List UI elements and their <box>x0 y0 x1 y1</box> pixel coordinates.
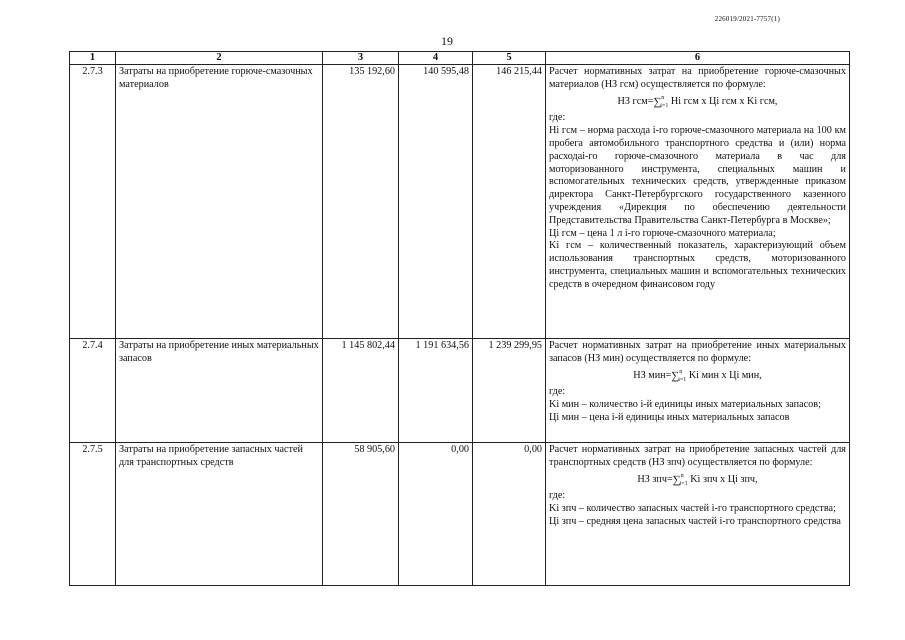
definition: Цi гсм – цена 1 л i-го горюче-смазочного материала; <box>549 227 776 239</box>
table-row <box>70 339 850 443</box>
table-header-row <box>70 52 850 65</box>
table-row <box>70 443 850 586</box>
row-name: Затраты на приобретение горюче-смазочных материалов <box>116 65 323 339</box>
column-header: 1 <box>70 52 116 65</box>
row-description <box>546 65 850 339</box>
description-intro: Расчет нормативных затрат на приобретение запасных частей для транспортных средств (НЗ зпч) осуществляется по формуле: <box>549 444 846 468</box>
value-year-2: 1 191 634,56 <box>399 339 473 443</box>
formula: НЗ зпч=∑$^n_{i=1}$ Ki зпч x Цi зпч, <box>637 472 758 487</box>
row-name: Затраты на приобретение иных материальных запасов <box>116 339 323 443</box>
value-year-3: 0,00 <box>473 443 546 586</box>
column-header: 6 <box>546 52 850 65</box>
definition: Ki зпч – количество запасных частей i-го транспортного средства; <box>549 503 836 515</box>
value-year-2: 0,00 <box>399 443 473 586</box>
value-year-3: 1 239 299,95 <box>473 339 546 443</box>
column-header: 5 <box>473 52 546 65</box>
value-year-3: 146 215,44 <box>473 65 546 339</box>
description-where: где: <box>549 112 566 124</box>
document-id: 226019/2021-7757(1) <box>714 15 780 23</box>
column-header: 2 <box>116 52 323 65</box>
definition: Ki мин – количество i-й единицы иных материальных запасов; <box>549 399 821 411</box>
value-year-1: 135 192,60 <box>323 65 399 339</box>
row-number: 2.7.5 <box>70 443 116 586</box>
definition: Hi гсм – норма расхода i-го горюче-смазочного материала на 100 км пробега автомобильного транспортного средства и (или) норма расходаi-го горюче-смазочного материала в час для моторизованного инструмента, специальных машин и вспомогательных технических средств, утвержденные приказом директора Санкт-Петербургского государственного казенного учреждения «Дирекция по обеспечению деятельности Представительства Правительства Санкт-Петербурга в Москве»; <box>549 125 846 226</box>
row-number: 2.7.3 <box>70 65 116 339</box>
column-header: 4 <box>399 52 473 65</box>
formula: НЗ мин=∑$^n_{i=1}$ Ki мин x Цi мин, <box>633 368 762 383</box>
row-description <box>546 339 850 443</box>
description-where: где: <box>549 490 566 502</box>
row-name: Затраты на приобретение запасных частей для транспортных средств <box>116 443 323 586</box>
row-number: 2.7.4 <box>70 339 116 443</box>
value-year-2: 140 595,48 <box>399 65 473 339</box>
value-year-1: 1 145 802,44 <box>323 339 399 443</box>
row-description <box>546 443 850 586</box>
page-number: 19 <box>441 34 453 48</box>
table-row <box>70 65 850 339</box>
costs-table <box>69 51 850 586</box>
description-where: где: <box>549 386 566 398</box>
definition: Цi мин – цена i-й единицы иных материальных запасов <box>549 411 790 423</box>
column-header: 3 <box>323 52 399 65</box>
value-year-1: 58 905,60 <box>323 443 399 586</box>
formula: НЗ гсм=∑$^n_{i=1}$ Hi гсм x Цi гсм x Ki гсм, <box>617 94 778 109</box>
description-intro: Расчет нормативных затрат на приобретение горюче-смазочных материалов (НЗ гсм) осуществляется по формуле: <box>549 66 846 90</box>
description-intro: Расчет нормативных затрат на приобретение иных материальных запасов (НЗ мин) осуществляется по формуле: <box>549 340 846 364</box>
definition: Ki гсм – количественный показатель, характеризующий объем использования транспортных средств, моторизованного инструмента, специальных машин и вспомогательных технических средств в очередном финансовом году <box>549 240 846 290</box>
definition: Цi зпч – средняя цена запасных частей i-го транспортного средства <box>549 515 841 527</box>
